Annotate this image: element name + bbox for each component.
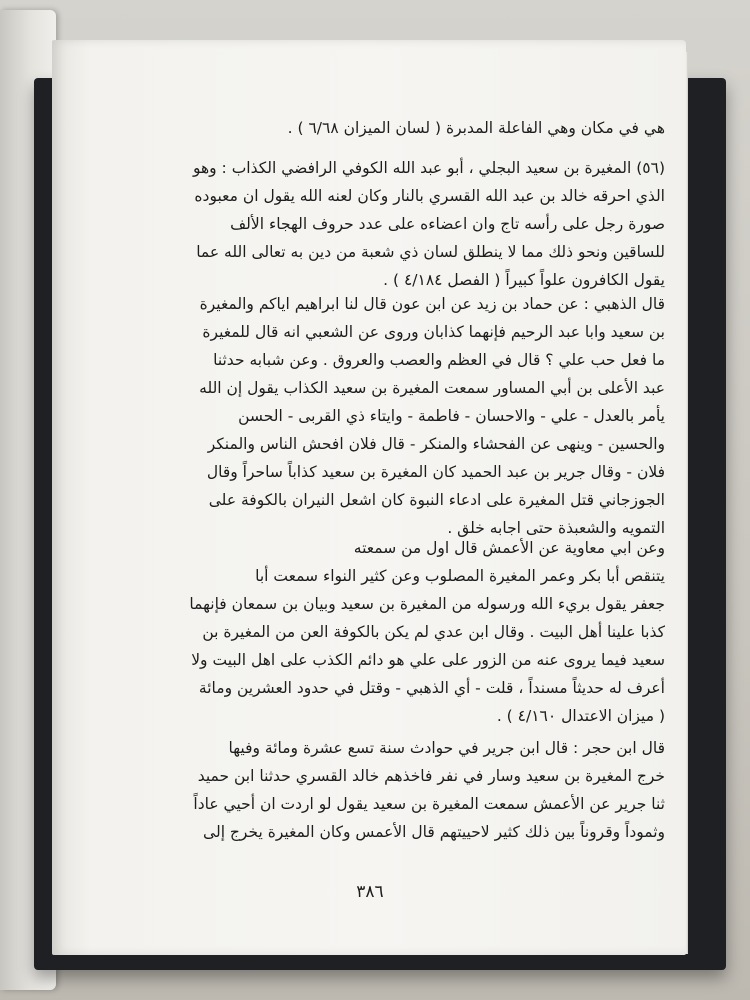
text-line: فلان - وقال جرير بن عبد الحميد كان المغيرة بن سعيد كذاباً ساحراً وقال [206, 463, 665, 481]
text-line: قال الذهبي : عن حماد بن زيد عن ابن عون قال لنا ابراهيم اياكم والمغيرة [199, 295, 665, 313]
text-line: للساقين ونحو ذلك مما لا ينطلق لسان ذي شعبة من دين به تعالى الله عما [196, 243, 665, 261]
text-line: يقول الكافرون علواً كبيراً ( الفصل ٤/١٨٤ ) . [383, 271, 665, 289]
muawiya-paragraph [110, 534, 665, 730]
dhahabi-paragraph [110, 290, 665, 542]
text-line: (٥٦) المغيرة بن سعيد البجلي ، أبو عبد الله الكوفي الرافضي الكذاب : وهو [192, 159, 665, 177]
text-line: بن سعيد وابا عبد الرحيم فإنهما كذابان وروى عن الشعبي انه قال للمغيرة [202, 323, 665, 341]
text-line: التمويه والشعبذة حتى اجابه خلق . [447, 519, 665, 537]
text-line: ثنا جرير عن الأعمش سمعت المغيرة بن سعيد يقول لو اردت ان أحيي عاداً [193, 795, 665, 813]
text-line: ( ميزان الاعتدال ٤/١٦٠ ) . [496, 707, 665, 725]
page-number: ٣٨٦ [356, 882, 384, 902]
text-line: يأمر بالعدل - علي - والاحسان - فاطمة - وايتاء ذي القربى - الحسن [238, 407, 665, 425]
intro-paragraph [110, 114, 665, 142]
text-line: ما فعل حب علي ؟ قال في العظم والعصب والعروق . وعن شبابه حدثنا [213, 351, 665, 369]
text-line: قال ابن حجر : قال ابن جرير في حوادث سنة تسع عشرة ومائة وفيها [228, 739, 665, 757]
text-line: سعيد فيما يروى عنه من الزور على علي هو دائم الكذب على اهل البيت ولا [191, 651, 665, 669]
entry-56-paragraph [110, 154, 665, 294]
text-line: عبد الأعلى بن أبي المساور سمعت المغيرة بن سعيد الكذاب يقول إن الله [199, 379, 665, 397]
text-line: خرج المغيرة بن سعيد وسار في نفر فاخذهم خالد القسري حدثنا ابن حميد [197, 767, 665, 785]
text-line: والحسين - وينهى عن الفحشاء والمنكر - قال فلان افحش الناس والمنكر [207, 435, 665, 453]
text-line: وعن ابي معاوية عن الأعمش قال اول من سمعته [353, 539, 665, 557]
text-line: وثموداً وقروناً بين ذلك كثير لاحييتهم قال الأعمس وكان المغيرة يخرج إلى [203, 823, 665, 841]
ibn-hajar-paragraph [110, 734, 665, 846]
text-line: جعفر يقول بريء الله ورسوله من المغيرة بن سعيد وبيان بن سمعان فإنهما [189, 595, 665, 613]
text-line: الذي احرقه خالد بن عبد الله القسري بالنار وكان لعنه الله يقول ان معبوده [194, 187, 665, 205]
text-line: هي في مكان وهي الفاعلة المدبرة ( لسان الميزان ٦/٦٨ ) . [287, 119, 665, 137]
text-line: الجوزجاني قتل المغيرة على ادعاء النبوة كان اشعل النيران بالكوفة على [208, 491, 665, 509]
text-line: كذبا علينا أهل البيت . وقال ابن عدي لم يكن بالكوفة العن من المغيرة بن [202, 623, 665, 641]
text-line: يتنقص أبا بكر وعمر المغيرة المصلوب وعن كثير النواء سمعت أبا [255, 567, 665, 585]
text-line: أعرف له حديثاً مسنداً ، قلت - أي الذهبي - وقتل في حدود العشرين ومائة [198, 679, 665, 697]
text-line: صورة رجل على رأسه تاج وان اعضاءه على عدد حروف الهجاء الألف [230, 215, 665, 233]
